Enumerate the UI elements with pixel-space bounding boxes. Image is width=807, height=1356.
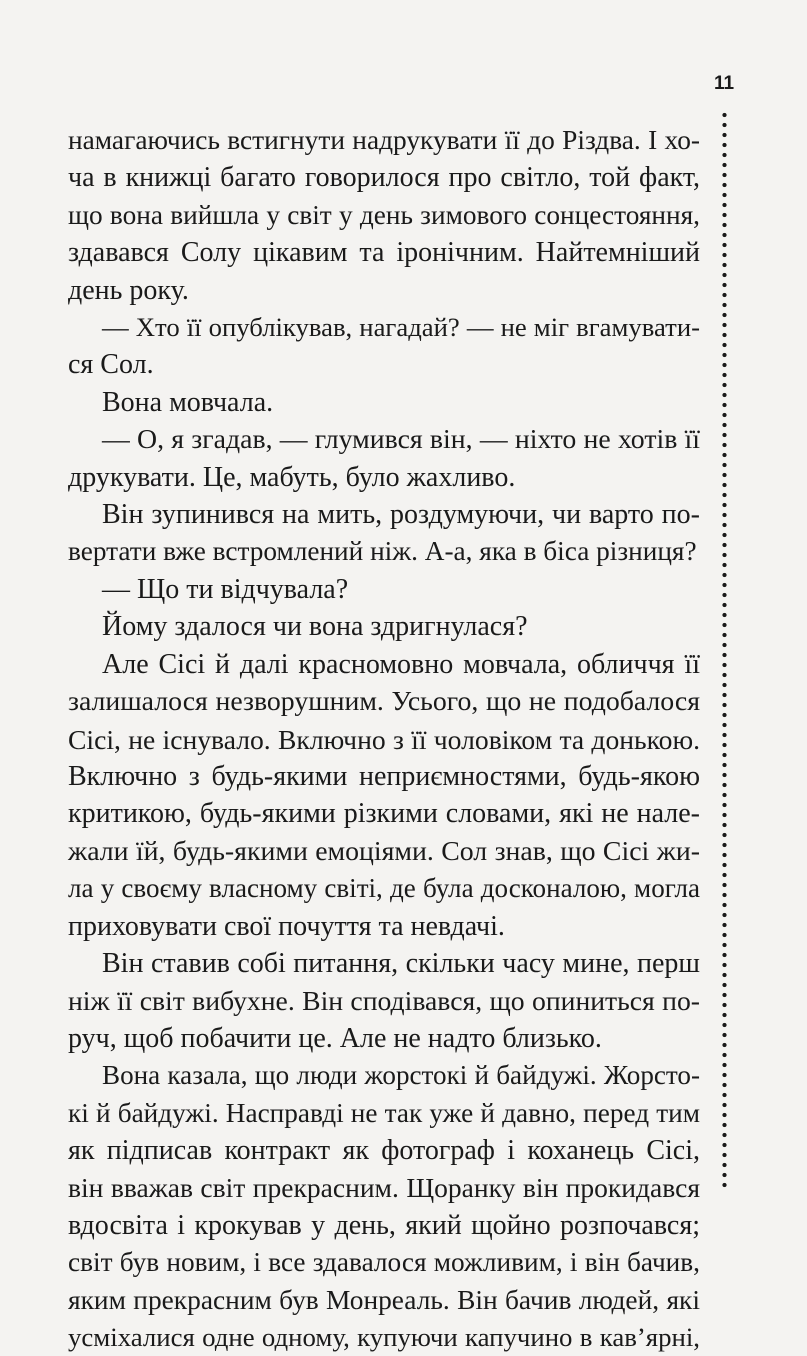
text-line: яким прекрасним був Монреаль. Він бачив людей, які — [68, 1284, 700, 1315]
text-line: усміхалися одне одному, купуючи капучино в кав’ярні, — [68, 1322, 700, 1352]
text-line: Включно з будь-якими неприємностями, будь-якою — [68, 760, 700, 792]
body-text — [68, 122, 700, 1356]
text-line: Вона мовчала. — [102, 386, 274, 418]
text-line: руч, щоб побачити це. Але не надто близько. — [68, 1022, 602, 1054]
text-line: — О, я згадав, — глумився він, — ніхто не хотів її — [102, 424, 700, 456]
text-line: приховувати свої почуття та невдачі. — [68, 910, 505, 942]
text-line: день року. — [68, 274, 189, 306]
text-line: світ був новим, і все здавалося можливим, і він бачив, — [68, 1247, 700, 1278]
text-line: — Хто її опублікував, нагадай? — не міг вгамувати- — [102, 312, 700, 343]
text-line: Сісі, не існувало. Включно з її чоловіком та донькою. — [68, 723, 700, 755]
text-line: критикою, будь-якими різкими словами, які не нале- — [68, 798, 700, 830]
text-line: намагаючись встигнути надрукувати її до Різдва. І хо- — [68, 125, 700, 155]
text-line: ла у своєму власному світі, де була досконалою, могла — [68, 873, 700, 904]
text-line: Вона казала, що люди жорстокі й байдужі. Жорсто- — [102, 1060, 700, 1091]
dotted-margin-rule — [722, 110, 727, 1190]
text-line: ся Сол. — [68, 349, 154, 381]
text-line: ніж її світ вибухне. Він сподівався, що опиниться по- — [68, 985, 700, 1017]
text-line: Але Сісі й далі красномовно мовчала, обличчя її — [102, 648, 700, 680]
text-line: кі й байдужі. Насправді не так уже й давно, перед тим — [68, 1097, 700, 1128]
text-line: друкувати. Це, мабуть, було жахливо. — [68, 461, 516, 493]
page-number: 11 — [713, 73, 735, 94]
text-line: вдосвіта і крокував у день, який щойно розпочався; — [68, 1209, 700, 1241]
text-line: як підписав контракт як фотограф і коханець Сісі, — [68, 1134, 700, 1166]
text-line: вертати вже встромлений ніж. А-а, яка в біса різниця? — [68, 536, 697, 567]
text-line: залишалося незворушним. Усього, що не подобалося — [68, 686, 700, 718]
text-line: — Що ти відчувала? — [102, 573, 349, 605]
text-line: Йому здалося чи вона здригнулася? — [102, 611, 528, 643]
text-line: Він ставив собі питання, скільки часу мине, перш — [102, 947, 700, 979]
text-line: що вона вийшла у світ у день зимового сонцестояння, — [68, 199, 700, 230]
text-line: жали їй, будь-якими емоціями. Сол знав, що Сісі жи- — [68, 835, 700, 867]
text-line: Він зупинився на мить, роздумуючи, чи варто по- — [102, 499, 700, 531]
text-line: ча в книжці багато говорилося про світло, той факт, — [68, 162, 700, 194]
text-line: він вважав світ прекрасним. Щоранку він прокидався — [68, 1172, 700, 1204]
text-line: здавався Солу цікавим та іронічним. Найтемніший — [68, 237, 700, 269]
